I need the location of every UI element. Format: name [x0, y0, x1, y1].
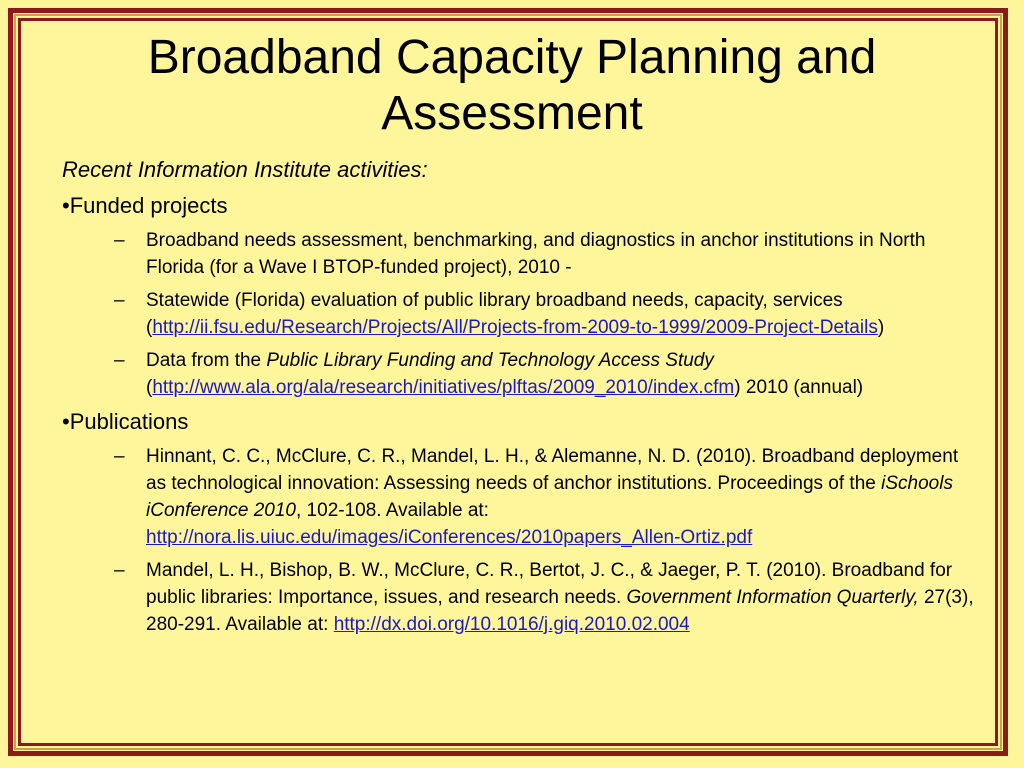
item-text: Broadband needs assessment, benchmarking, and diagnostics in anchor institutions in North Florida (for a Wave I BTOP-funded project), 2010 -	[146, 230, 926, 278]
slide-title: Broadband Capacity Planning and Assessment	[147, 31, 877, 140]
item-text: ) 2010 (annual)	[734, 377, 864, 398]
doi-link[interactable]: http://dx.doi.org/10.1016/j.giq.2010.02.004	[333, 614, 690, 635]
list-item	[62, 227, 982, 281]
fsu-project-link[interactable]: http://ii.fsu.edu/Research/Projects/All/Projects-from-2009-to-1999/2009-Project-Details	[152, 317, 878, 338]
list-item	[62, 557, 982, 638]
list-item	[62, 347, 982, 401]
item-text: 27(3), 280-291. Available at:	[146, 587, 974, 635]
dash-bullet: –	[114, 290, 125, 311]
journal-title: Government Information Quarterly,	[626, 587, 919, 608]
study-title: Public Library Funding and Technology Access Study	[266, 350, 714, 371]
ala-study-link[interactable]: http://www.ala.org/ala/research/initiatives/plftas/2009_2010/index.cfm	[152, 377, 735, 398]
funded-projects-list	[62, 227, 982, 401]
item-text: Statewide (Florida) evaluation of public library broadband needs, capacity, services (	[146, 290, 843, 338]
intro-text: Recent Information Institute activities:	[62, 157, 428, 182]
item-text: Hinnant, C. C., McClure, C. R., Mandel, L. H., & Alemanne, N. D. (2010). Broadband deployment as technological innovation: Assessing needs of anchor institutions. Proceedings of the	[146, 446, 959, 494]
list-item	[62, 443, 982, 551]
item-text: Mandel, L. H., Bishop, B. W., McClure, C. R., Bertot, J. C., & Jaeger, P. T. (2010). Broadband for public libraries: Importance, issues, and research needs.	[146, 560, 953, 608]
slide-content	[62, 155, 982, 644]
dash-bullet: –	[114, 230, 125, 251]
dash-bullet: –	[114, 350, 125, 371]
dash-bullet: –	[114, 446, 125, 467]
conference-title: iSchools iConference 2010	[146, 473, 953, 521]
publications-list	[62, 443, 982, 638]
section-funded-projects: •Funded projects	[62, 193, 228, 218]
item-text: )	[877, 317, 885, 338]
item-text: Data from the	[146, 350, 267, 371]
item-text: (	[146, 377, 153, 398]
section-publications: •Publications	[62, 409, 189, 434]
iconference-paper-link[interactable]: http://nora.lis.uiuc.edu/images/iConferences/2010papers_Allen-Ortiz.pdf	[146, 527, 753, 548]
dash-bullet: –	[114, 560, 125, 581]
list-item	[62, 287, 982, 341]
item-text: , 102-108. Available at:	[296, 500, 489, 521]
